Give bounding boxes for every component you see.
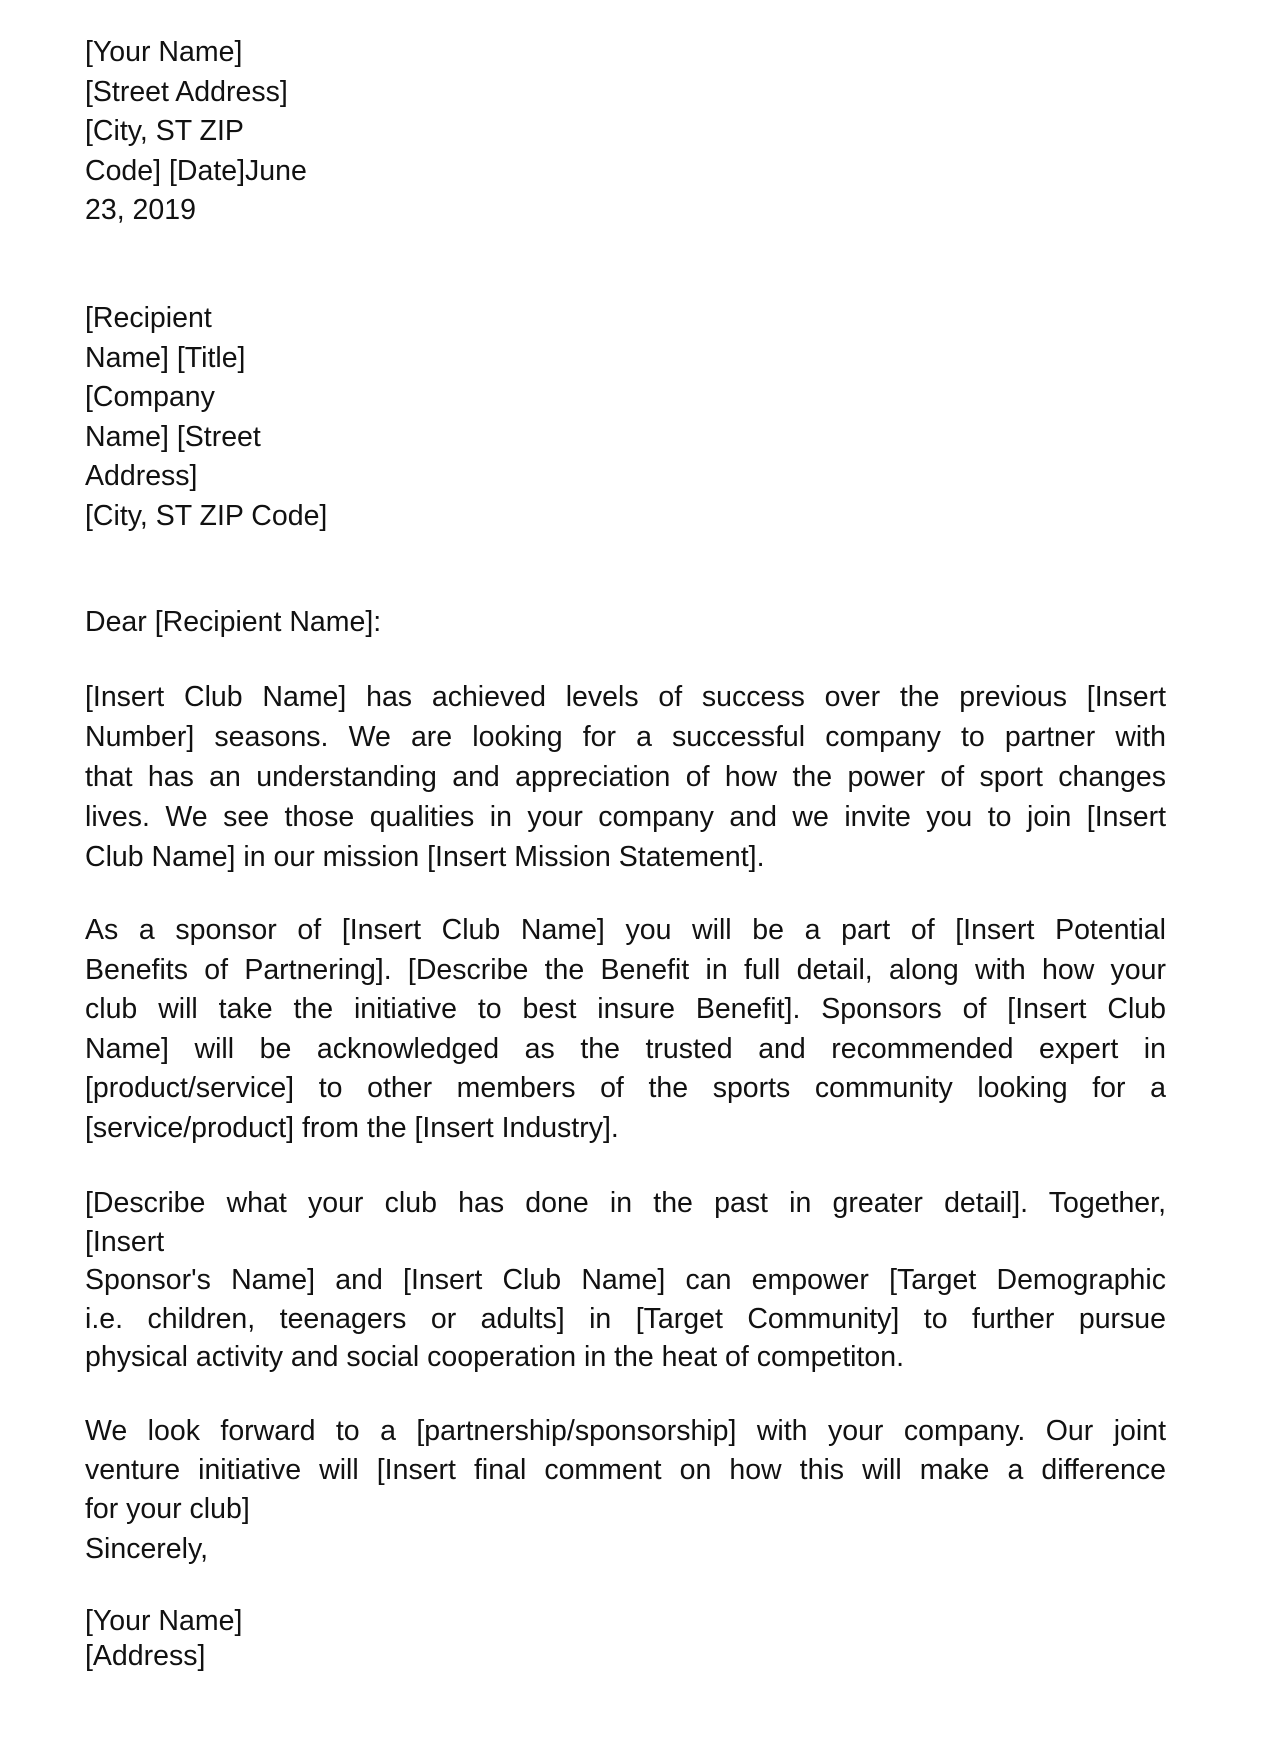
paragraph-line: Benefits of Partnering]. [Describe the Benefit in full detail, along with how your (85, 953, 1166, 986)
sender-line: [City, ST ZIP (85, 115, 244, 147)
paragraph-line: As a sponsor of [Insert Club Name] you will be a part of [Insert Potential (85, 914, 1166, 946)
sender-line: [Street Address] (85, 75, 288, 108)
salutation (85, 603, 381, 643)
body-paragraph-4 (85, 1412, 1166, 1529)
paragraph-line: for your club] (85, 1493, 250, 1525)
paragraph-line: [service/product] from the [Insert Industry]. (85, 1111, 619, 1144)
sender-address-block (85, 33, 307, 231)
signature-line: [Address] (85, 1640, 206, 1672)
salutation-text: Dear [Recipient Name]: (85, 606, 382, 638)
recipient-line: Name] [Title] (85, 341, 246, 374)
paragraph-line: [product/service] to other members of the sports community looking for a (85, 1072, 1166, 1104)
paragraph-line: Name] will be acknowledged as the trusted and recommended expert in (85, 1032, 1166, 1065)
paragraph-line: club will take the initiative to best insure Benefit]. Sponsors of [Insert Club (85, 993, 1166, 1025)
paragraph-line: lives. We see those qualities in your company and we invite you to join [Insert (85, 801, 1166, 833)
paragraph-line: physical activity and social cooperation in the heat of competiton. (85, 1341, 905, 1373)
paragraph-line: We look forward to a [partnership/sponsorship] with your company. Our joint (85, 1415, 1166, 1447)
signature-line: [Your Name] (85, 1605, 243, 1637)
recipient-line: [Company (85, 381, 215, 413)
recipient-line: [City, ST ZIP Code] (85, 499, 328, 532)
paragraph-line: [Insert (85, 1225, 165, 1258)
paragraph-line: Club Name] in our mission [Insert Mission Statement]. (85, 841, 765, 873)
recipient-line: Address] (85, 460, 198, 492)
sender-line: [Your Name] (85, 36, 243, 68)
paragraph-line: Sponsor's Name] and [Insert Club Name] can empower [Target Demographic (85, 1264, 1166, 1296)
recipient-line: Name] [Street (85, 420, 261, 453)
paragraph-line: [Insert Club Name] has achieved levels of success over the previous [Insert (85, 681, 1166, 713)
paragraph-line: that has an understanding and appreciation of how the power of sport changes (85, 761, 1166, 793)
body-paragraph-3 (85, 1184, 1166, 1377)
paragraph-line: [Describe what your club has done in the past in greater detail]. Together, (85, 1187, 1166, 1219)
signature-block (85, 1604, 242, 1674)
recipient-line: [Recipient (85, 302, 212, 334)
closing (85, 1530, 208, 1570)
body-paragraph-2 (85, 911, 1166, 1148)
paragraph-line: i.e. children, teenagers or adults] in [Target Community] to further pursue (85, 1302, 1166, 1335)
paragraph-line: venture initiative will [Insert final comment on how this will make a difference (85, 1454, 1166, 1486)
sender-line: 23, 2019 (85, 194, 196, 226)
body-paragraph-1 (85, 677, 1166, 877)
recipient-address-block (85, 299, 327, 536)
sender-line: Code] [Date]June (85, 154, 307, 187)
closing-text: Sincerely, (85, 1533, 209, 1565)
paragraph-line: Number] seasons. We are looking for a successful company to partner with (85, 721, 1166, 753)
